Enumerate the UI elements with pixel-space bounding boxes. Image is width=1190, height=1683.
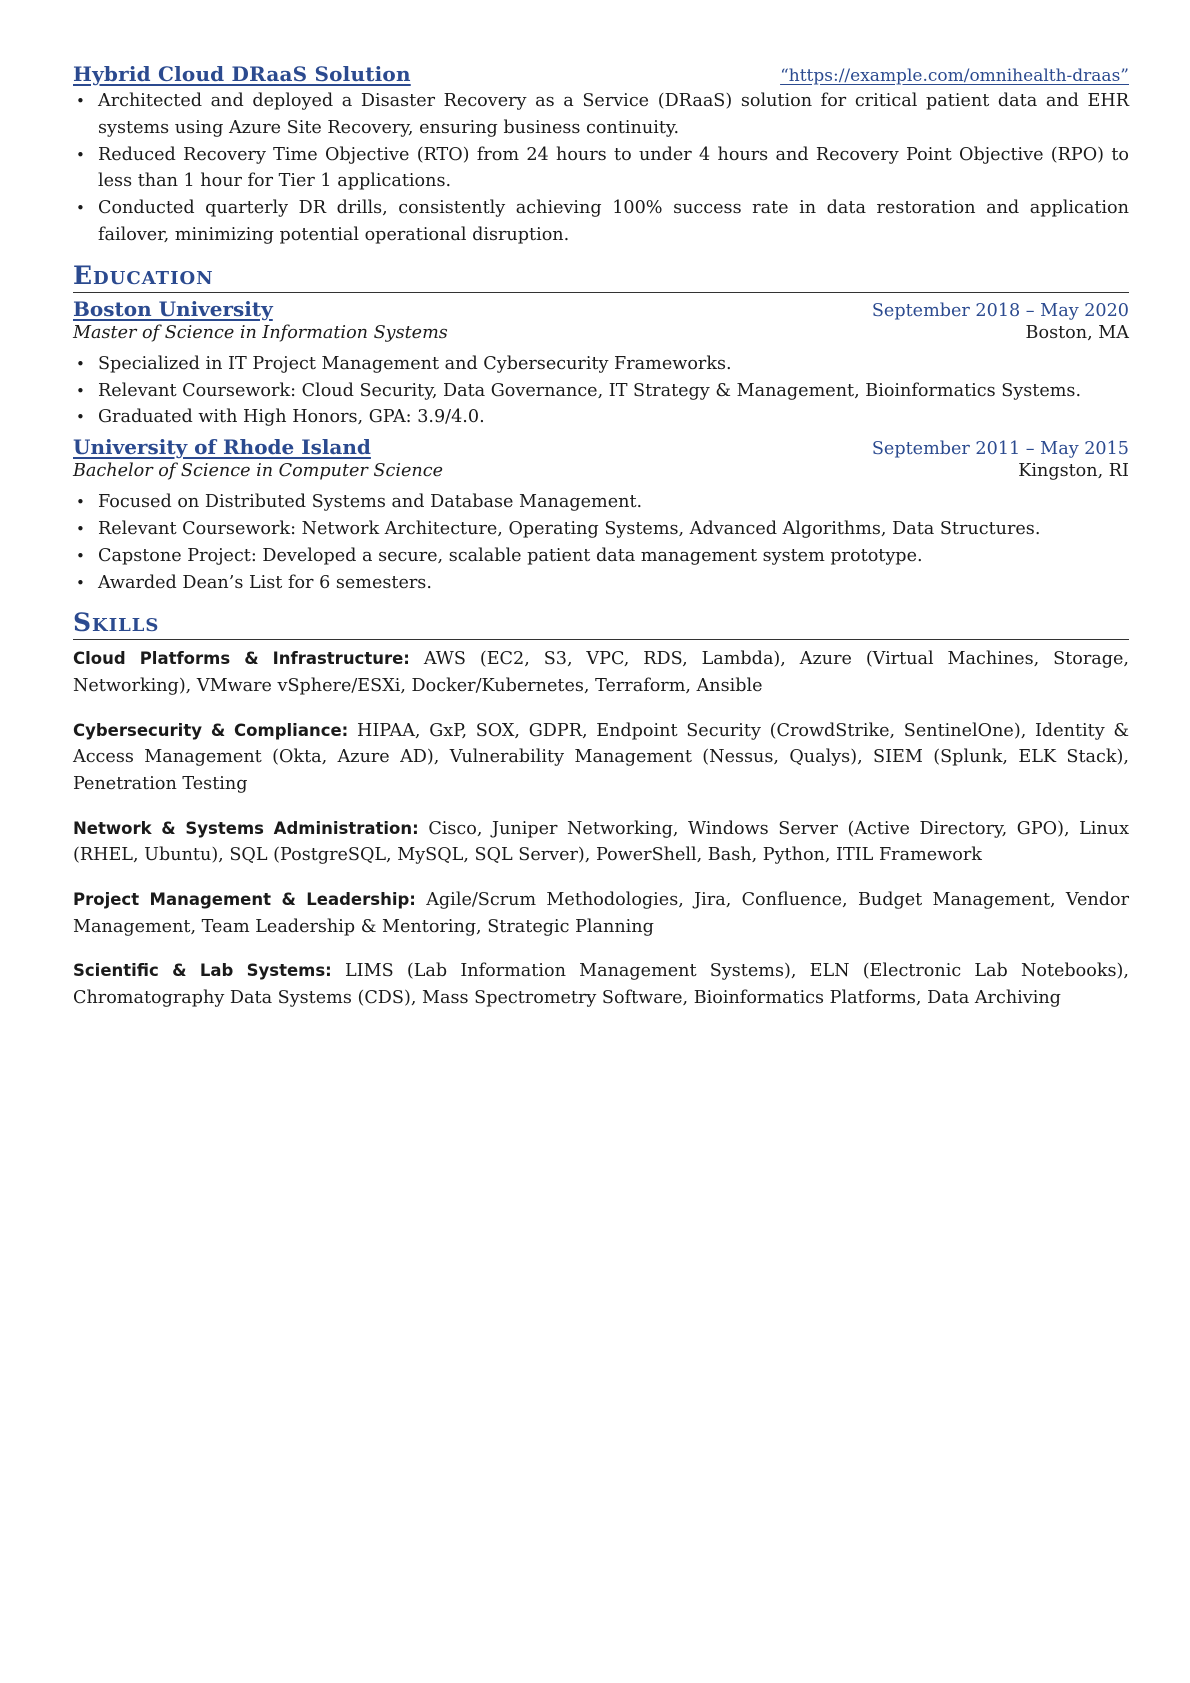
school-name-link[interactable]: University of Rhode Island: [73, 435, 371, 460]
education-dates: September 2018 – May 2020: [871, 300, 1129, 321]
list-item: • Conducted quarterly DR drills, consistently achieving 100% success rate in data restoration and application failover, minimizing potential operational disruption.: [98, 195, 1129, 249]
skill-text: HIPAA, GxP, SOX, GDPR, Endpoint Security (CrowdStrike, SentinelOne), Identity & Access Management (Okta, Azure AD), Vulnerability Management (Nessus, Qualys), SIEM (Splunk, ELK Stack), Penetration Testing: [73, 720, 1130, 795]
skill-entry: [73, 887, 1129, 941]
education-entry-subheader: [73, 323, 1129, 343]
skill-text: AWS (EC2, S3, VPC, RDS, Lambda), Azure (Virtual Machines, Storage, Networking), VMware vSphere/ESXi, Docker/Kubernetes, Terraform, Ansible: [73, 649, 1129, 697]
education-location: Boston, MA: [1025, 322, 1129, 343]
skills-heading: Skills: [73, 608, 1129, 640]
education-dates: September 2011 – May 2015: [871, 439, 1129, 460]
skills-list: [73, 646, 1129, 1011]
skill-entry: [73, 646, 1129, 700]
skill-entry: [73, 958, 1129, 1012]
skill-text: Agile/Scrum Methodologies, Jira, Confluence, Budget Management, Vendor Management, Team Leadership & Mentoring, Strategic Planning: [73, 889, 1130, 937]
project-url-link[interactable]: “https://example.com/omnihealth-draas”: [780, 66, 1129, 86]
skill-label: Network & Systems Administration:: [73, 818, 419, 838]
project-bullets: [73, 88, 1129, 249]
skill-entry: [73, 718, 1129, 798]
skill-label: Scientific & Lab Systems:: [73, 960, 332, 980]
list-item: • Specialized in IT Project Management and Cybersecurity Frameworks.: [98, 351, 1129, 378]
skill-text: Cisco, Juniper Networking, Windows Server (Active Directory, GPO), Linux (RHEL, Ubuntu), SQL (PostgreSQL, MySQL, SQL Server), PowerShell, Bash, Python, ITIL Framework: [73, 818, 1129, 866]
skill-text: LIMS (Lab Information Management Systems), ELN (Electronic Lab Notebooks), Chromatography Data Systems (CDS), Mass Spectrometry Software, Bioinformatics Platforms, Data Archiving: [73, 960, 1130, 1008]
list-item: • Focused on Distributed Systems and Database Management.: [98, 489, 1129, 516]
project-entry: [73, 62, 1129, 249]
degree-title: Master of Science in Information Systems: [73, 322, 448, 343]
resume-page: [73, 62, 1129, 1029]
education-entry-header: [73, 297, 1129, 321]
education-heading: Education: [73, 261, 1129, 293]
skill-label: Cloud Platforms & Infrastructure:: [73, 649, 410, 669]
education-bullets: [73, 489, 1129, 596]
project-header: [73, 62, 1129, 86]
project-title-link[interactable]: Hybrid Cloud DRaaS Solution: [73, 62, 411, 86]
list-item: • Architected and deployed a Disaster Recovery as a Service (DRaaS) solution for critical patient data and EHR systems using Azure Site Recovery, ensuring business continuity.: [98, 88, 1129, 142]
skill-label: Cybersecurity & Compliance:: [73, 720, 349, 740]
skill-entry: [73, 816, 1129, 870]
list-item: • Graduated with High Honors, GPA: 3.9/4.0.: [98, 404, 1129, 431]
school-name-link[interactable]: Boston University: [73, 296, 273, 321]
list-item: • Reduced Recovery Time Objective (RTO) from 24 hours to under 4 hours and Recovery Point Objective (RPO) to less than 1 hour for Tier 1 applications.: [98, 142, 1129, 196]
education-bullets: [73, 351, 1129, 431]
skill-label: Project Management & Leadership:: [73, 889, 416, 909]
education-entry-boston: [73, 297, 1129, 431]
education-location: Kingston, RI: [1018, 461, 1129, 482]
degree-title: Bachelor of Science in Computer Science: [73, 461, 443, 482]
education-entry-uri: [73, 435, 1129, 596]
list-item: • Relevant Coursework: Network Architecture, Operating Systems, Advanced Algorithms, Data Structures.: [98, 516, 1129, 543]
list-item: • Capstone Project: Developed a secure, scalable patient data management system prototype.: [98, 543, 1129, 570]
education-entry-subheader: [73, 461, 1129, 481]
education-entry-header: [73, 435, 1129, 459]
list-item: • Relevant Coursework: Cloud Security, Data Governance, IT Strategy & Management, Bioinformatics Systems.: [98, 378, 1129, 405]
list-item: • Awarded Dean’s List for 6 semesters.: [98, 570, 1129, 597]
